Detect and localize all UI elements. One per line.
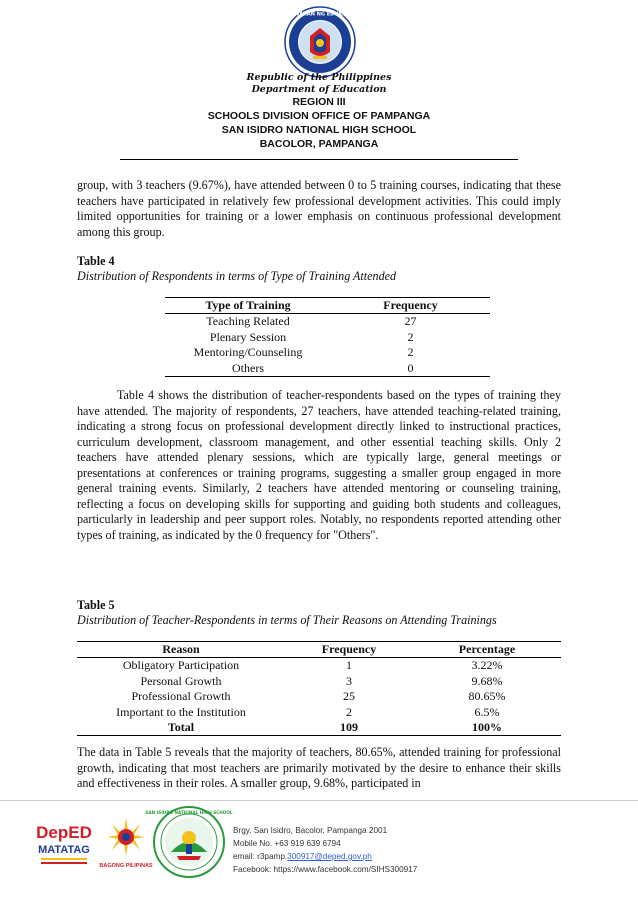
deped-seal-icon — [278, 6, 362, 78]
svg-text:MATATAG: MATATAG — [38, 844, 90, 856]
table-row — [165, 361, 490, 377]
svg-text:BAGONG PILIPINAS: BAGONG PILIPINAS — [99, 863, 153, 869]
table-cell: 100% — [413, 720, 561, 736]
footer-divider — [0, 800, 638, 801]
table-cell: Plenary Session — [209, 329, 287, 344]
table-row — [165, 330, 490, 345]
table4-caption: Distribution of Respondents in terms of Type of Training Attended — [77, 269, 397, 283]
table-cell: 9.68% — [471, 673, 503, 688]
department-line: Department of Education — [251, 84, 387, 95]
table4 — [165, 297, 490, 377]
table5-total-row — [77, 720, 561, 736]
footer-address: Brgy. San Isidro, Bacolor, Pampanga 2001 — [233, 826, 388, 835]
table-row — [165, 345, 490, 360]
table-row — [77, 674, 561, 689]
footer-email — [233, 852, 372, 861]
table-cell: Mentoring/Counseling — [193, 345, 303, 360]
table-cell: 6.5% — [474, 704, 500, 719]
table-cell: Professional Growth — [131, 689, 231, 704]
table-cell: Total — [77, 720, 285, 736]
bagong-pilipinas-logo-icon — [100, 816, 152, 870]
table-cell: Important to the Institution — [116, 704, 246, 719]
table-cell: 3.22% — [471, 658, 503, 673]
footer-mobile: Mobile No. +63 919 639 6794 — [233, 839, 341, 848]
table4-header-type: Type of Training — [165, 298, 331, 314]
republic-line: Republic of the Philippines — [246, 72, 392, 83]
footer-email-prefix: email: r3pamp. — [233, 852, 288, 861]
paragraph-table4-discussion: Table 4 shows the distribution of teacher-respondents based on the types of training they have attended. The majority of respondents, 27 teachers, have attended teaching-related training, indicating a strong focus on professional development directly linked to instructional practices, curriculum development, classroom management, and other essential teaching skills. Only 2 teachers have attended plenary sessions, which are typically large, general meetings or presentations at conferences or training programs, suggesting a smaller group engaged in more general training events. Similarly, 2 teachers have attended mentoring or counseling training, reflecting a focus on developing skills for supporting and guiding both students and colleagues, particularly in leadership and peer support roles. Notably, no respondents reported attending other types of training, as indicated by the 0 frequency for "Others". — [77, 388, 561, 542]
table5-header-row — [77, 642, 561, 658]
school-seal-icon — [145, 806, 233, 878]
table-row — [77, 705, 561, 720]
table-row — [77, 689, 561, 704]
division-line: SCHOOLS DIVISION OFFICE OF PAMPANGA — [207, 110, 431, 122]
table-cell: 2 — [407, 329, 414, 344]
table-cell: Obligatory Participation — [122, 658, 240, 673]
table5-label: Table 5 — [77, 598, 115, 612]
footer-facebook[interactable]: Facebook: https://www.facebook.com/SIHS300917 — [233, 865, 418, 874]
table-cell: 25 — [343, 689, 355, 704]
table-cell: 1 — [346, 658, 352, 673]
table4-label: Table 4 — [77, 254, 115, 268]
table-row — [165, 314, 490, 330]
table5-header-frequency: Frequency — [285, 642, 413, 658]
paragraph-table5-discussion: The data in Table 5 reveals that the majority of teachers, 80.65%, attended training for professional growth, indicating that most teachers are primarily motivated by the desire to enhance their skills and effectiveness in their roles. A smaller group, 9.68%, participated in — [77, 745, 561, 790]
table-cell: 2 — [407, 345, 414, 360]
table-row — [77, 658, 561, 674]
table-cell: Teaching Related — [206, 314, 290, 329]
deped-matatag-logo-icon — [35, 818, 93, 868]
table5 — [77, 641, 561, 736]
region-line: REGION III — [292, 96, 346, 108]
location-line: BACOLOR, PAMPANGA — [259, 138, 379, 150]
svg-text:DepED: DepED — [36, 823, 92, 842]
school-line: SAN ISIDRO NATIONAL HIGH SCHOOL — [221, 124, 417, 136]
footer-email-link[interactable]: 300917@deped.gov.ph — [287, 852, 372, 861]
table4-header-frequency: Frequency — [331, 298, 490, 314]
table-cell: 109 — [285, 720, 413, 736]
table4-header-row — [165, 298, 490, 314]
table-cell: 0 — [331, 361, 490, 377]
svg-text:SAN ISIDRO NATIONAL HIGH SCHOO: SAN ISIDRO NATIONAL HIGH SCHOOL — [145, 810, 233, 815]
table5-caption: Distribution of Teacher-Respondents in terms of Their Reasons on Attending Trainings — [77, 613, 497, 627]
table-cell: 2 — [346, 704, 352, 719]
table5-header-reason: Reason — [77, 642, 285, 658]
paragraph-intro: group, with 3 teachers (9.67%), have attended between 0 to 5 training courses, indicating that these teachers have participated in relatively few professional development activities. This could imply limited opportunities for training or a lower emphasis on continuous professional development among this group. — [77, 178, 561, 239]
table-cell: 27 — [404, 314, 417, 329]
table5-header-percentage: Percentage — [413, 642, 561, 658]
header-divider — [120, 159, 518, 160]
table-cell: 80.65% — [468, 689, 506, 704]
table-cell: 3 — [346, 673, 352, 688]
table-cell: Others — [165, 361, 331, 377]
seal-ring-text: KAGAWARAN NG EDUKASYON — [278, 11, 362, 18]
table-cell: Personal Growth — [140, 673, 222, 688]
